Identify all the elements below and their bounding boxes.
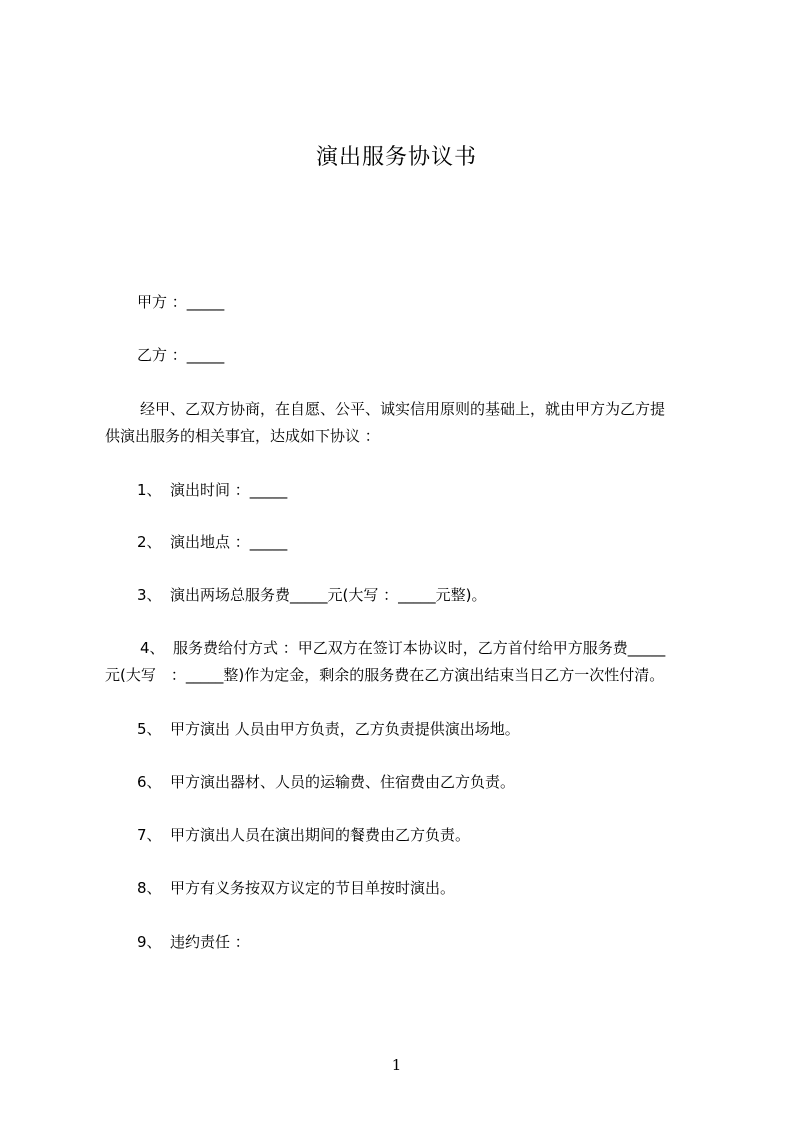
clause-number: 8、 <box>137 879 162 897</box>
clause-number: 3、 <box>137 586 162 604</box>
intro-paragraph-line-2: 供演出服务的相关事宜，达成如下协议 ： <box>105 427 380 445</box>
clause-number: 2、 <box>137 533 162 551</box>
clause-text: 服务费给付方式 ：甲乙双方在签订本协议时，乙方首付给甲方服务费_____ <box>173 639 666 657</box>
clause-number: 4、 <box>140 639 165 657</box>
clause-text: 演出地点 ：_____ <box>170 533 288 551</box>
clause-text: 甲方演出人员在演出期间的餐费由乙方负责。 <box>170 826 471 844</box>
clause-text: 演出两场总服务费_____元(大写 ：_____元整)。 <box>170 586 487 604</box>
clause-text: 违约责任 ： <box>170 933 250 951</box>
document-title: 演出服务协议书 <box>315 145 477 170</box>
clause-text: 甲方演出器材、人员的运输费、住宿费由乙方负责。 <box>170 773 516 791</box>
party-a-line: 甲方 ：_____ <box>137 293 225 311</box>
clause-text: 甲方演出 人员由甲方负责，乙方负责提供演出场地。 <box>170 720 520 738</box>
clause-number: 5、 <box>137 720 162 738</box>
party-b-line: 乙方 ：_____ <box>137 346 225 364</box>
clause-number: 7、 <box>137 826 162 844</box>
page-number: 1 <box>391 1056 402 1074</box>
clause-text: 演出时间 ：_____ <box>170 481 288 499</box>
clause-number: 6、 <box>137 773 162 791</box>
clause-text: 甲方有义务按双方议定的节目单按时演出。 <box>170 879 456 897</box>
clause-number: 1、 <box>137 481 162 499</box>
clause-number: 9、 <box>137 933 162 951</box>
intro-paragraph-line-1: 经甲、乙双方协商，在自愿、公平、诚实信用原则的基础上，就由甲方为乙方提 <box>140 400 666 418</box>
clause-text-continuation: 元(大写 ：_____整)作为定金，剩余的服务费在乙方演出结束当日乙方一次性付清。 <box>105 666 665 684</box>
